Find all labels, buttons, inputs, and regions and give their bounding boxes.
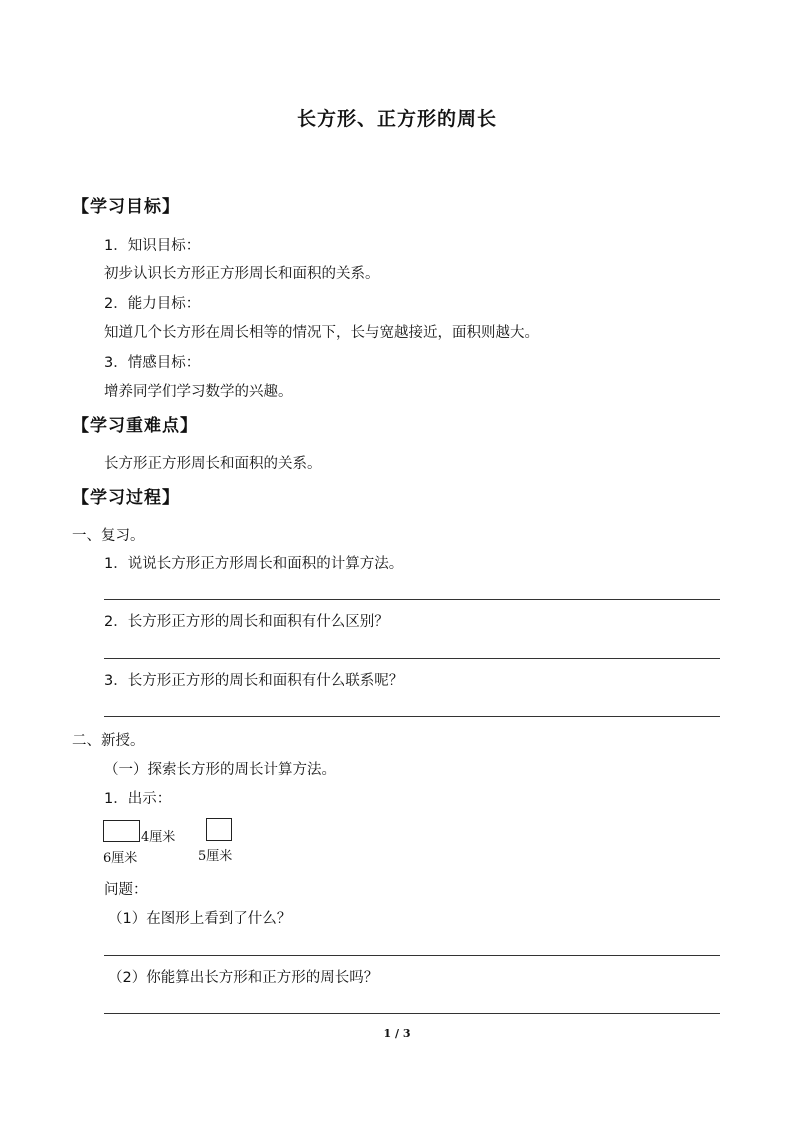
new-question-1: （1）在图形上看到了什么？	[108, 911, 292, 927]
section-heading-objectives: 【学习目标】	[72, 197, 180, 217]
answer-line-5	[104, 1013, 720, 1014]
answer-line-2	[104, 658, 720, 659]
review-question-1: 1．说说长方形正方形周长和面积的计算方法。	[104, 556, 404, 572]
show-label: 1．出示：	[104, 791, 172, 807]
answer-line-1	[104, 599, 720, 600]
objective-3-label: 3．情感目标：	[104, 355, 201, 371]
section-heading-process: 【学习过程】	[72, 488, 180, 508]
section-heading-keypoints: 【学习重难点】	[72, 416, 198, 436]
review-heading: 一、复习。	[72, 528, 145, 544]
page-number: 1 / 3	[383, 1027, 411, 1040]
new-lesson-subheading: （一）探索长方形的周长计算方法。	[104, 762, 336, 778]
review-question-2: 2．长方形正方形的周长和面积有什么区别？	[104, 614, 389, 630]
review-question-3: 3．长方形正方形的周长和面积有什么联系呢？	[104, 673, 404, 689]
questions-label: 问题：	[104, 882, 148, 898]
new-lesson-heading: 二、新授。	[72, 733, 145, 749]
new-question-2: （2）你能算出长方形和正方形的周长吗？	[108, 970, 379, 986]
objective-2-text: 知道几个长方形在周长相等的情况下，长与宽越接近，面积则越大。	[104, 325, 539, 341]
objective-3-text: 增养同学们学习数学的兴趣。	[104, 384, 293, 400]
square-figure	[206, 818, 232, 841]
answer-line-3	[104, 716, 720, 717]
objective-1-label: 1．知识目标：	[104, 238, 201, 254]
objective-1-text: 初步认识长方形正方形周长和面积的关系。	[104, 266, 380, 282]
keypoints-text: 长方形正方形周长和面积的关系。	[104, 456, 322, 472]
answer-line-4	[104, 955, 720, 956]
objective-2-label: 2．能力目标：	[104, 296, 201, 312]
rectangle-height-label: 4厘米	[141, 830, 176, 845]
page-title: 长方形、正方形的周长	[296, 108, 497, 130]
square-side-label: 5厘米	[198, 849, 233, 864]
rectangle-figure	[103, 820, 140, 842]
rectangle-width-label: 6厘米	[103, 851, 138, 866]
